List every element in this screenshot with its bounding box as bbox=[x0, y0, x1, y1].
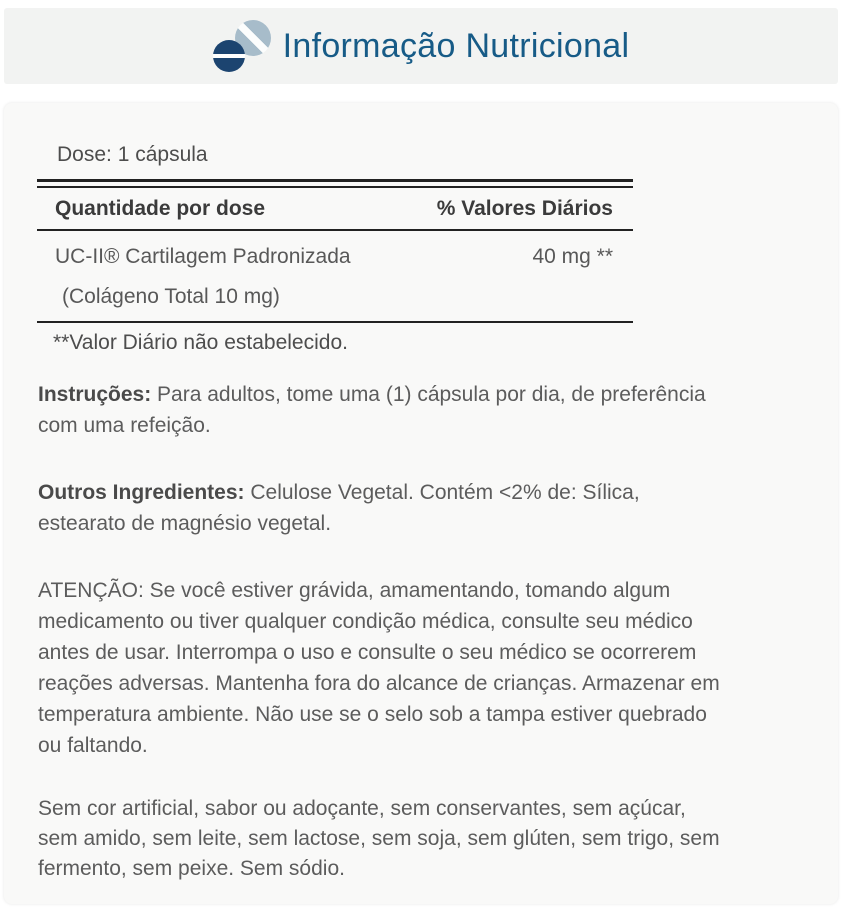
page-title: Informação Nutricional bbox=[282, 26, 630, 65]
nutrition-table bbox=[37, 179, 633, 323]
instructions-line: com uma refeição. bbox=[38, 414, 211, 437]
table-bottom-rule bbox=[37, 321, 633, 323]
warning-paragraph bbox=[38, 575, 804, 761]
pills-icon bbox=[213, 20, 271, 72]
warning-line: antes de usar. Interrompa o uso e consulte o seu médico se ocorrerem bbox=[38, 641, 697, 664]
other-ingredients-label: Outros Ingredientes: bbox=[38, 481, 245, 504]
product-label-page bbox=[0, 8, 842, 904]
column-header-daily-values: % Valores Diários bbox=[436, 197, 613, 220]
warning-line: ou faltando. bbox=[38, 734, 148, 757]
warning-line: ATENÇÃO: Se você estiver grávida, amamentando, tomando algum bbox=[38, 579, 671, 602]
daily-value-footnote: **Valor Diário não estabelecido. bbox=[53, 331, 348, 354]
other-ingredients-text: Celulose Vegetal. Contém <2% de: Sílica, bbox=[244, 481, 640, 504]
header-band bbox=[4, 8, 838, 84]
warning-line: medicamento ou tiver qualquer condição médica, consulte seu médico bbox=[38, 610, 693, 633]
table-row bbox=[37, 231, 633, 269]
allergen-free-paragraph bbox=[38, 794, 804, 884]
nutrient-amount: 40 mg ** bbox=[532, 245, 613, 268]
instructions-line bbox=[38, 379, 804, 410]
instructions-paragraph bbox=[38, 379, 804, 441]
table-top-rule bbox=[37, 179, 633, 188]
dose-line: Dose: 1 cápsula bbox=[57, 143, 208, 166]
pill-icon bbox=[213, 40, 245, 72]
allergen-free-line: fermento, sem peixe. Sem sódio. bbox=[38, 857, 345, 880]
nutrient-subname: (Colágeno Total 10 mg) bbox=[62, 285, 280, 308]
nutrient-name: UC-II® Cartilagem Padronizada bbox=[55, 245, 351, 268]
warning-line: reações adversas. Mantenha fora do alcance de crianças. Armazenar em bbox=[38, 672, 720, 695]
title-group bbox=[213, 20, 630, 72]
allergen-free-line: Sem cor artificial, sabor ou adoçante, sem conservantes, sem açúcar, bbox=[38, 797, 686, 820]
other-ingredients-paragraph bbox=[38, 477, 804, 539]
other-ingredients-line: estearato de magnésio vegetal. bbox=[38, 512, 332, 535]
table-row bbox=[37, 269, 633, 321]
warning-line: temperatura ambiente. Não use se o selo sob a tampa estiver quebrado bbox=[38, 703, 707, 726]
column-header-quantity: Quantidade por dose bbox=[55, 197, 266, 220]
allergen-free-line: sem amido, sem leite, sem lactose, sem soja, sem glúten, sem trigo, sem bbox=[38, 827, 720, 850]
nutrition-panel bbox=[4, 103, 838, 904]
instructions-text: Para adultos, tome uma (1) cápsula por dia, de preferência bbox=[151, 383, 706, 406]
other-ingredients-line bbox=[38, 477, 804, 508]
instructions-label: Instruções: bbox=[38, 383, 152, 406]
table-header-row bbox=[37, 188, 633, 229]
